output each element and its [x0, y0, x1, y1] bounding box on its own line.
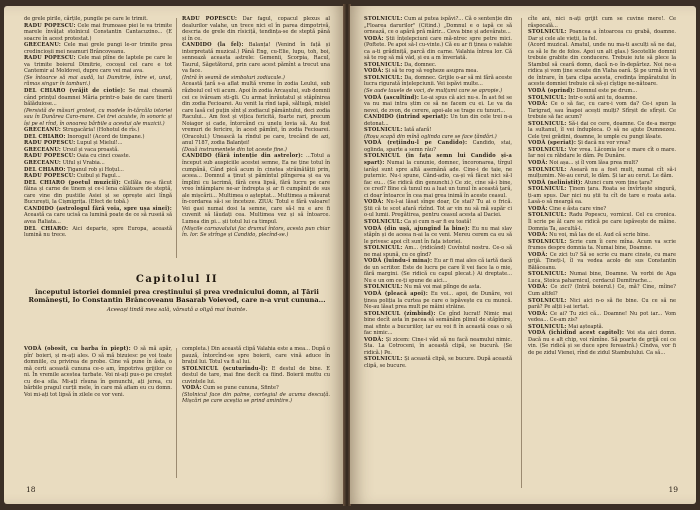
dialogue-line: DEL CHIARO: Aici departe, spre Europa, această lumină nu trece.: [24, 225, 172, 239]
speaker-name: STOLNICUL:: [528, 186, 567, 193]
column-divider: [521, 18, 522, 488]
dialogue-line: STOLNICUL: Aseară nu a fost mult, numai cît să-i mulțumim. Ne-au cerut, le dăm. Și iar au cerut. Le dăm.: [528, 166, 676, 180]
stage-direction: (Intră în seamă de simboluri zodiacale.): [182, 74, 285, 81]
speaker-name: VODĂ (neliniștit):: [528, 179, 583, 186]
dialogue-line: RADU POPESCU: Lupul și Mielul!...: [24, 140, 123, 147]
speaker-name: VODĂ:: [364, 35, 384, 42]
speaker-name: VODĂ:: [364, 199, 384, 206]
dialogue-line: GRECEANU: Ursul și vaca proastă.: [24, 146, 119, 153]
left-page: [4, 6, 344, 504]
dialogue-line: STOLNICUL: Poancea a întoarcea cu grabă, doamne. Dar și cele ale vieții, la fel.: [528, 29, 676, 42]
dialogue-line: CANDIDO (astrologul fără voia, spre ușa sinei): Această ca care ucisă ca lumină poate de ce să ruseiă să avea Raliata...: [24, 205, 172, 225]
dialogue-line: RADU POPESCU: Cele mai frumoase piei le va trimite marele învățat stolnicul Constantin Cantacuzino... (E soacre în acest protestat.): [24, 22, 172, 42]
dialogue-line: STOLNICUL (scuturîndu-l): E destul de bine. E destul de tare, mai fine decît ca fiind. Boierii muttu cu cuvintele lui.: [182, 365, 330, 385]
dialogue-line: STOLNICUL: Nu mă voi mai plînge de asta.: [364, 284, 482, 291]
dialogue-line: VODĂ: Nu-l-ai lăsat sînge doar, Ce stai? Tu ai o frică. Știi că te scot afară rîzînd. Tot ar vin nu să mă supăr ci o-ul lumii. Pregătirea, pentru ceasul acesta al Daciei.: [364, 199, 512, 219]
speaker-name: VODĂ (rețiindu-l pe Candido):: [364, 140, 468, 147]
speaker-name: VODĂ (din ușă, ajungînd la bine):: [364, 225, 470, 232]
column-divider: [176, 348, 177, 478]
speaker-name: STOLNICUL (în fața semn lui Candido și-a spart):: [364, 153, 512, 167]
right-page-column-1: [364, 16, 512, 370]
speaker-name: VODĂ:: [528, 232, 548, 239]
speaker-name: DEL CHIARO:: [24, 225, 69, 232]
speaker-name: STOLNICUL:: [528, 323, 567, 330]
dialogue-line: cîte ani, nici n-ați grijit cum se cuvine mere!. Ce răspocală...: [528, 16, 676, 29]
dialogue-line: CANDIDO (la fel): Balanța! (Venind în față și interpretată muzical.) Până Eng, cu-Elie, lupu, toh, boi, sennează aceasta astrele: Gemenii, Scorpia, Racul, Taurul, Săgetătorul, prin care acest pămînt a trecut una va face.: [182, 42, 330, 75]
dialogue-line: STOLNICUL: Scrie cum îi cere mîna. Acum va scrie frumos despre domnia ta. Numai bine, Doamne.: [528, 238, 676, 252]
speaker-name: STOLNICUL:: [364, 245, 403, 252]
dialogue-line: VODĂ: Ce zici tu? Să se scrie cu mare cinste, cu mare grijă. Țineți-l, îl va vedea acolo de sus Constantin Bălăceanu.: [528, 251, 676, 271]
dialogue-line: STOLNICUL: Intr-o sută ani tu, doamne.: [528, 94, 638, 101]
speaker-name: STOLNICUL:: [528, 29, 567, 36]
right-page-column-2: [528, 16, 676, 356]
dialogue-line: STOLNICUL: Da, domnec.: [364, 61, 437, 68]
speaker-name: GRECEANU:: [24, 146, 61, 153]
speaker-name: STOLNICUL:: [364, 127, 403, 134]
speaker-name: DEL CHIARO:: [24, 166, 66, 173]
dialogue-line: VODĂ: Și să te rog să vegheze asupra mea.: [364, 68, 479, 75]
dialogue-line: DEL CHIARO (vrăjit de ciotie): Se mai cheamă când prințul doamnei Măria printr-o baie de care tinerii bălăduiose...: [24, 88, 172, 108]
speaker-name: VODĂ:: [364, 336, 384, 343]
speaker-name: VODĂ:: [528, 101, 548, 108]
speaker-name: STOLNICUL:: [528, 94, 567, 101]
speaker-name: VODĂ:: [528, 160, 548, 167]
speaker-name: VODĂ:: [528, 251, 548, 258]
dialogue-line: DEL CHIARO: Țiganul rob și Hoțul...: [24, 166, 124, 173]
dialogue-line: STOLNICUL: Numai bine, Doamne. Va vorbi de Aga Luca, Stoica paharnicul, cerdacul Dumitrache...: [528, 271, 676, 284]
dialogue-line: DEL CHIARO (poetul muzicii): Cellăla ne-a făcut făina și carne de tinem și ce-i lena călătoare de steptă, care vine din pustiile Asiei și se oprește aici lîngă București, la Cișmigrița. (Efect de tobă.): [24, 179, 172, 206]
left-page-column-2: [182, 16, 330, 239]
dialogue-line: DEL CHIARO: Inorogul! (Acord de timpane.): [24, 133, 145, 140]
dialogue-line: VODĂ (din ușă, ajungînd la bine): Eu nu mai slav stăpîn și de aceea n-ai la ce veni. Mereu cerem ca eu să le privesc apoi cît sunt în fața istoriei.: [364, 225, 512, 245]
speaker-name: VODĂ:: [364, 68, 384, 75]
dialogue-line: VODĂ (îchidînd acest capitol): Voi sta aici domn. Dacă nu e alt chip, voi rămîne. Să poarte de grijă cei ce vin. (Se ridică și se duce spre fereastră.) Cîndva, vor fi de pe zidul Vienei, rînd de zidul Stambulului. Ca să...: [528, 330, 676, 356]
speaker-name: CANDIDO (fără intenție din astrelor):: [182, 153, 303, 160]
speaker-name: STOLNICUL (zîmbind):: [364, 310, 436, 317]
speaker-name: STOLNICUL:: [528, 120, 567, 127]
speaker-name: VODĂ:: [528, 310, 548, 317]
speaker-name: STOLNICUL:: [528, 166, 567, 173]
dialogue-line: VODĂ (ascultînd): Le-ai spus că aici nu-s. În ast fel se va nu mai intra știm ce să ne facem cu ei. Le va da nevoi, de zvon, de cerere, apoi-ale se trage cu tunuri...: [364, 94, 512, 114]
dialogue-line: VODĂ (oprind): Domnul este pe drum...: [528, 88, 638, 95]
dialogue-line: completa.) Din această clipă Valahia este a mea... După o pauză, întorcînd-se spre boierii, care vină aduce în brațul lui. Totul va fi al lui.: [182, 346, 331, 366]
dialogue-line: RADU POPESCU: Dar fagul, copacul plexus al dealurilor valahe, un trece nici el în parea dimpotrivă, descria de grele din rîsiciță, tendința-se de steptă până și în ce.: [182, 16, 330, 42]
column-divider: [176, 18, 177, 258]
dialogue-line: VODĂ: Nu voi, mă las de el. Aud că scrie bine.: [528, 232, 650, 239]
stage-direction: (Două instrumentele din tot aceste fine.): [182, 146, 287, 153]
speaker-name: VODĂ:: [528, 284, 548, 291]
dialogue-line: GRECEANU: Cele mai grele pungi le-or trimite prea credincioșii mei neamuri Brâncoveanu.: [24, 42, 172, 55]
speaker-name: GRECEANU:: [24, 127, 61, 134]
dialogue-line: STOLNICUL: Ținem țara. Roata se învîrtește singură, ți-am spus. Dar nici nu știi tu cît de tare e roata asta. Lasă-o să meargă ea.: [528, 186, 676, 206]
speaker-name: RADU POPESCU:: [24, 22, 76, 29]
dialogue-line: STOLNICUL: Da, domnec. Grijile o-ar să mi fără aceste lucra rigurată înțelepciunii. Vei ispăvi multe...: [364, 74, 512, 88]
speaker-name: STOLNICUL:: [364, 356, 403, 363]
speaker-name: VODĂ (ascultînd):: [364, 94, 420, 101]
stage-direction: (Roșu scapă din mînă oglinda care se face țăndări.): [364, 133, 497, 140]
dialogue-line: VODĂ (luîndu-i mîna): Eu ar fi mai ales că iartă dacă de un scriitor. Este de lucru pe care îl vei face la o mie, fără margini. (Se ridică cu capul plecat.) Ai dreptate... Nu e un om ce-ți spune de aici...: [364, 258, 513, 284]
speaker-name: VODĂ (pleacă apoi):: [364, 290, 428, 297]
speaker-name: VODĂ:: [528, 205, 548, 212]
page-number-left: 18: [26, 485, 36, 494]
dialogue-line: RADU POPESCU: Cuibul și Fagul...: [24, 173, 121, 180]
chapter-title: Capitolul II: [135, 274, 219, 285]
speaker-name: GRECEANU:: [24, 42, 61, 49]
dialogue-line: CANDIDO (fără intenție din astrelor): ...Totul a început sub auspiciile acestei semne, Ea ne ține totul în cumpănă, Când pică acum în cinstea străinătății prin, aceea... Domnul a ținut și pămîntul plîngerea și ea va împlini cu lacrimă, fără ceva lipsă, fără lucru pe care vreo întâmplare ne-ar îndrepta și ar fi cumpănit de sus ale mișcării... Multimea o așteptat... Multimea a măsurat în-cordarea să-i se înceteze. ZIUA: Totul e fără valoare! Vei gasi numai dosi la semne, care să-l nu e are fi cuvenit să lăudați cea. Multimea vez și să întoarce. Lumea din pi... șii totul lui ca timpul.: [182, 153, 330, 225]
speaker-name: VODĂ (îchidînd acest capitol):: [528, 330, 625, 337]
dialogue-line: VODĂ (neliniștit): Atunci cum vom ține țara?: [528, 179, 653, 186]
speaker-name: RADU POPESCU:: [24, 173, 76, 180]
dialogue-line: VODĂ (rețiindu-l pe Candido): Candido, stai, oglinda, sparte a semn rău?: [364, 140, 512, 153]
speaker-name: RADU POPESCU:: [24, 140, 76, 147]
dialogue-line: VODĂ: Și zicem: Cine-i văd să nu facă neamului nimic. Sta. La Cotroceni, în această clipă, se bucură. (Se ridică.) Pe.: [364, 336, 512, 356]
chapter-subtitle: începutul istoriei domniei prea creștinului și prea vrednicului domn, al Țării Românești, Io Constantin Brâncoveanu Basarab Voievod, care n-a vrut cununa...: [28, 288, 326, 304]
dialogue-line: STOLNICUL: Vor vrea. Lăcomia lor e mare cît o mare. Iar noi cu răbdare le dăm. Pe Dunăre.: [528, 146, 676, 160]
dialogue-line: STOLNICUL: Am... (ridicând) Cuvîntul nostru. Ce-o să ne mai spună, cu ce gînd?: [364, 245, 512, 258]
dialogue-line: VODĂ: Ce ai? Tu zici că... Doamne! Nu pot iar... Vom vedea... Ce-am zis?: [528, 310, 676, 324]
speaker-name: DEL CHIARO (poetul muzicii):: [24, 179, 121, 186]
page-number-right: 19: [668, 485, 678, 494]
speaker-name: STOLNICUL:: [528, 146, 567, 153]
speaker-name: VODĂ (speriat):: [528, 140, 577, 147]
dialogue-line: RADU POPESCU: Oaia cu cinci coaste.: [24, 153, 131, 160]
dialogue-line: VODĂ: Ce zici? (Intră boierul.) Ce, mă? Cine, mîine? Cum altfel?: [528, 284, 676, 297]
chapter-heading: [24, 274, 330, 313]
speaker-name: RADU POPESCU:: [24, 55, 76, 62]
dialogue-line: STOLNICUL: Să-i dai ce cere, doamne. Ce de-a merge la sultanul, îl vei îndupleca. O să ne ajute Dumnezeu. Cele trei grădini, doamne, le umple cu pungi lăsate.: [528, 120, 676, 140]
dialogue-line: STOLNICUL: Iată afară!: [364, 127, 432, 134]
dialogue-line: Această țară s-a aflat multă vreme în zodia Leului, sub războiul cel vii acum. Apoi în zodia Arcașului, sub domnii cei ce ivăream sti-gli. Cu armat înrăutatul și stăpînirea din zodia Fecioarei. Au venit la rînd iapă, săltugă, mișiel care lasă cel puțin sînt șl zodiacul pământului, deci zodia Racului... Am fost și vițica fericită, foarte rari, precum Noiagor și cade, întorcând cu unelu lovia să. Au fost vremuri de fericire, în acest pămînt, în zodia Fecioarei. (Oracolul.) Unească la rîndul pe care, trecând de azi, anul 7187, zodia Balanței!: [182, 81, 330, 147]
speaker-name: CANDIDO (la fel):: [182, 42, 244, 49]
dialogue-line: STOLNICUL: Ca și cum n-ar fi eu toată!: [364, 218, 472, 225]
speaker-name: STOLNICUL:: [528, 238, 567, 245]
speaker-name: CANDIDO (astrologul fără voia, spre ușa sinei):: [24, 205, 172, 212]
dialogue-line: STOLNICUL: Radu Popescu, vornicul. Cel cu cronica. Îl scrie pe ăl care se ridică pe care ispăvește de mâine. Domnia Ta, ascultă-l.: [528, 212, 676, 232]
speaker-name: DEL CHIARO:: [24, 133, 66, 140]
dialogue-line: VODĂ: Noi așa... și îl vom lăsa prea mult?: [528, 160, 639, 167]
speaker-name: STOLNICUL:: [364, 74, 403, 81]
dialogue-line: STOLNICUL: Mai așteaptă.: [528, 323, 604, 330]
dialogue-line: (Acord muzical. Amatul, unde nu ma-ti asculți să ne dai, ca să le fie de folos. Apoi un alt glas.) Socotelile domnii trebuie grabite din conducere. Trebuie iute să plece la Stambul să ceară domn, dacă n-o în-depărtez. Noi ne-a ridica și vom ține scoate din Vlaha oară. Și pe urmă în vii de întrare, în țara clipa acesta, credința împăratului în aceste domniei trebuie că să-și cîștige ne-nătoare.: [528, 42, 676, 88]
speaker-name: STOLNICUL:: [364, 61, 403, 68]
speaker-name: STOLNICUL (scuturîndu-l):: [182, 365, 268, 372]
dialogue-line: de grele pirile, cărțile, pungile pe care le trimit.: [24, 16, 148, 22]
speaker-name: STOLNICUL:: [528, 297, 567, 304]
speaker-name: VODĂ (obosit, cu barba în piept):: [24, 346, 131, 352]
speaker-name: VODĂ (luîndu-i mîna):: [364, 258, 433, 265]
speaker-name: GRECEANU:: [24, 160, 61, 167]
speaker-name: VODĂ:: [182, 385, 202, 392]
chapter-stage-note: Aceeași tindă mea sală, vărsată a oligă mai înainte.: [106, 307, 248, 313]
dialogue-line: STOLNICUL (zîmbind): Ce gînd lucrat! Nimic mai bine decît asta în pacea să semănăm plinul de stăpînire, mai sfinte a bucuriilor, iar eu voi fi în această ceas o să fac nimic...: [364, 310, 512, 337]
dialogue-line: VODĂ: Ce o să fac, cu care-i vom da? Ce-i spun la Tarigrad, sau înapoi acești mulți? Sfîrșit de sfîrșit. Ce trebuie să fac acum?: [528, 101, 676, 121]
stage-direction: (Persistă de măsuri grotest, cu modele în-tărcăla istoriei sau în Dunărea Caro-mare. Cei trei acuiste, în sonoric și își pe el rînd, în onoarea bărbile a acestui ale muzicii.): [24, 107, 172, 127]
dialogue-line: STOLNICUL (în fața semn lui Candido și-a spart): Numai la cununie, domnec, încoronarea, tîrgul iarăși sunt spre altă asemănă ade. Cine-i de taie, ne puternic. Nu-i spune, Cănd-adio, ca-și vă făcut nici să-l fac eu... (Se ridică din genunchi.) Ce zic, cine să-i bine, ce cred? Bine că tunul nu a luat un tunul în această țară, ci doar întoarce în cea mai grea inimă în aceste ceasul.: [364, 153, 512, 199]
stage-direction: (Stolnicul face din palme, cortegiul de acuma descuță. Mișcări pe care aceștia se prind amintire.): [182, 391, 330, 405]
dialogue-line: STOLNICUL: Și această clipă, se bucure. După această clipă, se bucure.: [364, 356, 512, 369]
dialogue-line: GRECEANU: Ulful și Vrabia...: [24, 160, 105, 167]
dialogue-line: CANDIDO (intrînd speriat): Un tun din cele trei n-a detonat...: [364, 114, 512, 127]
speaker-name: VODĂ (oprind):: [528, 88, 575, 95]
speaker-name: DEL CHIARO (vrăjit de ciotie):: [24, 88, 126, 95]
dialogue-line: STOLNICUL: Nici aici n-o să fie bine. Cu ce să ne pară? Pe alții i-ai iertat.: [528, 297, 676, 311]
dialogue-line: VODĂ (obosit, cu barba în piept): O să mă apăr, pîn' boieri, și m-ați ales. O să mă bizuiesc pe voi toate domniile, cu privirea de probe. Cine vă pune în ăsta, o mă certi această cununa ce-o am, împotriva grijilor ce ni. În vremile acestea turbate. Voi ni-ați pus-o pe creștet cu de-a sila. Mi-ați rîsuna în genunchi, ați jerea, cu bărbile pragul curții mele, în care mă aflam eu cu domn. Voi mi-ați tot lipsă în zilele ce vor veni.: [24, 346, 172, 398]
dialogue-line: VODĂ (speriat): Și dacă nu vor vrea?: [528, 140, 631, 147]
speaker-name: RADU POPESCU:: [182, 16, 238, 22]
speaker-name: STOLNICUL:: [528, 271, 567, 278]
dialogue-line: RADU POPESCU: Cele mai plîne de laptele pe care le va trimite boierul Dimitrie, cocoșul cel care e tot Cantemir al Moldovei, dupre care vei mai ava.: [24, 55, 172, 75]
speaker-name: RADU POPESCU:: [24, 153, 76, 160]
speaker-name: STOLNICUL:: [364, 218, 403, 225]
stage-direction: (Mișcile carnavalului fac drumul întors, acesta pun chiar în. lor. Se strînge și Candido, plecînd-se.): [182, 225, 330, 239]
speaker-name: STOLNICUL:: [528, 212, 567, 219]
dialogue-line: VODĂ: Cum se pune cununa, Sfinte?: [182, 385, 279, 392]
dialogue-line: VODĂ (pleacă apoi): Eu voi... apoi, de Dunăre, voi ținea poliția la curtea pe care o ispăvește cu cu muncă. Ne-au lăsat prea mult pe mâini străine.: [364, 290, 512, 311]
left-page-column-1: [24, 16, 172, 239]
dialogue-line: GRECEANU: Strugacăria! (Hohotul de rîs.): [24, 127, 140, 134]
dialogue-line: VODĂ: Cine e ăsta care vine?: [528, 205, 607, 212]
speaker-name: CANDIDO (intrînd speriat):: [364, 114, 449, 121]
left-page-bottom-column-2: [182, 346, 330, 405]
speaker-name: STOLNICUL:: [364, 284, 403, 291]
speaker-name: STOLNICUL:: [364, 16, 403, 22]
right-page: [350, 6, 696, 504]
stage-direction: (Se întoarce să mai audă, lui Dumitrie, între ei, unul, rămas singur în tamburi.): [24, 74, 172, 88]
left-page-bottom-column-1: [24, 346, 172, 398]
stage-direction: (Se aude tauele de voci, de mulțumi care se apropie.): [364, 88, 503, 95]
dialogue-line: VODĂ: Știi înțelepciuni care mă-ntrec spre petre mici. (Poftete. Pe apoi să-l cu-vinte.) Că eu ar fi ținea o valahie ca a-ti grădiniță, parcă din carne. Valahia întrea lor. Că să te rog să mă văd, și eu a m înveriată.: [364, 35, 512, 62]
dialogue-line: STOLNICUL: Cum ai putea ispăvi?... Că o sentenție din „Floarea darurilor" (Citind.) „Domnul e o iapă ce să ornează, ce o apără pră mărir... Ceva bine și adevărate...: [364, 16, 512, 36]
